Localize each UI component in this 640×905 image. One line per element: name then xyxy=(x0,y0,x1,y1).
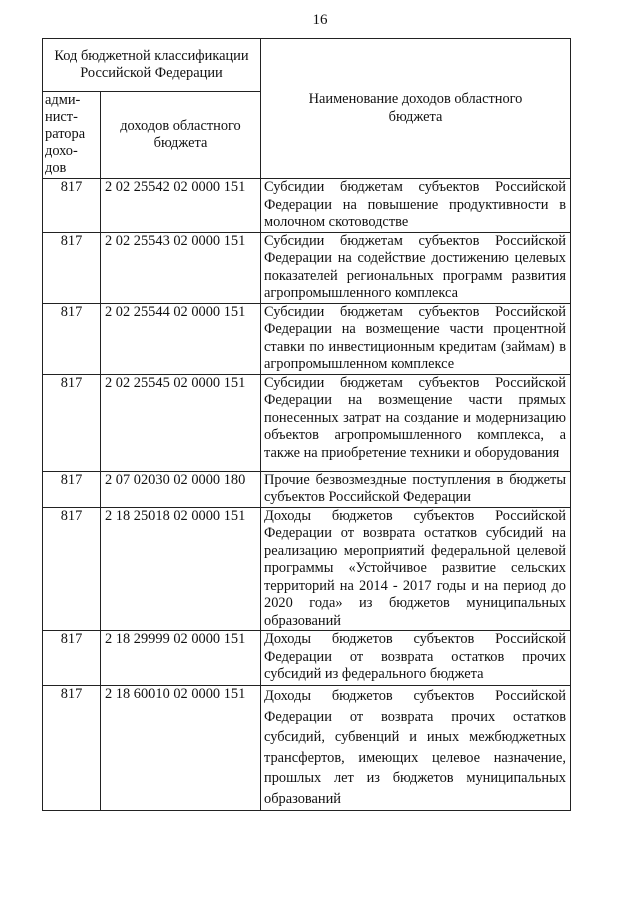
income-name-cell: Доходы бюджетов субъектов Российской Федерации от возврата прочих остатков субсидий, субвенций и иных межбюджетных трансфертов, имеющих целевое назначение, прошлых лет из бюджетов муниципальных образований xyxy=(261,686,571,811)
income-name-cell: Субсидии бюджетам субъектов Российской Федерации на возмещение части процентной ставки по инвестиционным кредитам (займам) в агропромышленном комплексе xyxy=(261,303,571,374)
income-name-cell: Субсидии бюджетам субъектов Российской Федерации на возмещение части прямых понесенных затрат на создание и модернизацию объектов агропромышленного комплекса, а также на приобретение техники и оборудования xyxy=(261,374,571,471)
header-income-name: Наименование доходов областного бюджета xyxy=(261,39,571,179)
budget-code-cell: 2 18 25018 02 0000 151 xyxy=(101,507,261,631)
budget-code-cell: 2 02 25545 02 0000 151 xyxy=(101,374,261,471)
budget-code-cell: 2 02 25543 02 0000 151 xyxy=(101,232,261,303)
page-number: 16 xyxy=(312,12,328,28)
admin-code-cell: 817 xyxy=(43,686,101,811)
income-name-cell: Доходы бюджетов субъектов Российской Федерации от возврата остатков прочих субсидий из федерального бюджета xyxy=(261,631,571,686)
admin-code-cell: 817 xyxy=(43,179,101,233)
income-name-cell: Доходы бюджетов субъектов Российской Федерации от возврата остатков субсидий на реализацию мероприятий федеральной целевой программы «Устойчивое развитие сельских территорий на 2014 - 2017 годы и на период до 2020 года» из бюджетов муниципальных образований xyxy=(261,507,571,631)
income-name-cell: Субсидии бюджетам субъектов Российской Федерации на повышение продуктивности в молочном скотоводстве xyxy=(261,179,571,233)
header-row-group xyxy=(43,39,571,92)
table-row xyxy=(43,686,571,811)
budget-classification-table xyxy=(42,38,571,811)
budget-code-cell: 2 18 29999 02 0000 151 xyxy=(101,631,261,686)
admin-code-cell: 817 xyxy=(43,303,101,374)
budget-code-cell: 2 18 60010 02 0000 151 xyxy=(101,686,261,811)
income-name-cell: Субсидии бюджетам субъектов Российской Федерации на содействие достижению целевых показателей региональных программ развития агропромышленного комплекса xyxy=(261,232,571,303)
table-row xyxy=(43,631,571,686)
admin-code-cell: 817 xyxy=(43,374,101,471)
table-row xyxy=(43,179,571,233)
budget-code-cell: 2 07 02030 02 0000 180 xyxy=(101,471,261,507)
table-row xyxy=(43,303,571,374)
table-row xyxy=(43,232,571,303)
budget-code-cell: 2 02 25542 02 0000 151 xyxy=(101,179,261,233)
admin-code-cell: 817 xyxy=(43,471,101,507)
header-classification-code: Код бюджетной классификации Российской Федерации xyxy=(43,39,261,92)
admin-code-cell: 817 xyxy=(43,232,101,303)
table-row xyxy=(43,471,571,507)
header-regional-income: доходов областного бюджета xyxy=(101,92,261,179)
budget-code-cell: 2 02 25544 02 0000 151 xyxy=(101,303,261,374)
income-name-cell: Прочие безвозмездные поступления в бюджеты субъектов Российской Федерации xyxy=(261,471,571,507)
table-row xyxy=(43,507,571,631)
table-row xyxy=(43,374,571,471)
admin-code-cell: 817 xyxy=(43,631,101,686)
admin-code-cell: 817 xyxy=(43,507,101,631)
header-administrator: адми-нист-ратора дохо-дов xyxy=(43,92,101,179)
